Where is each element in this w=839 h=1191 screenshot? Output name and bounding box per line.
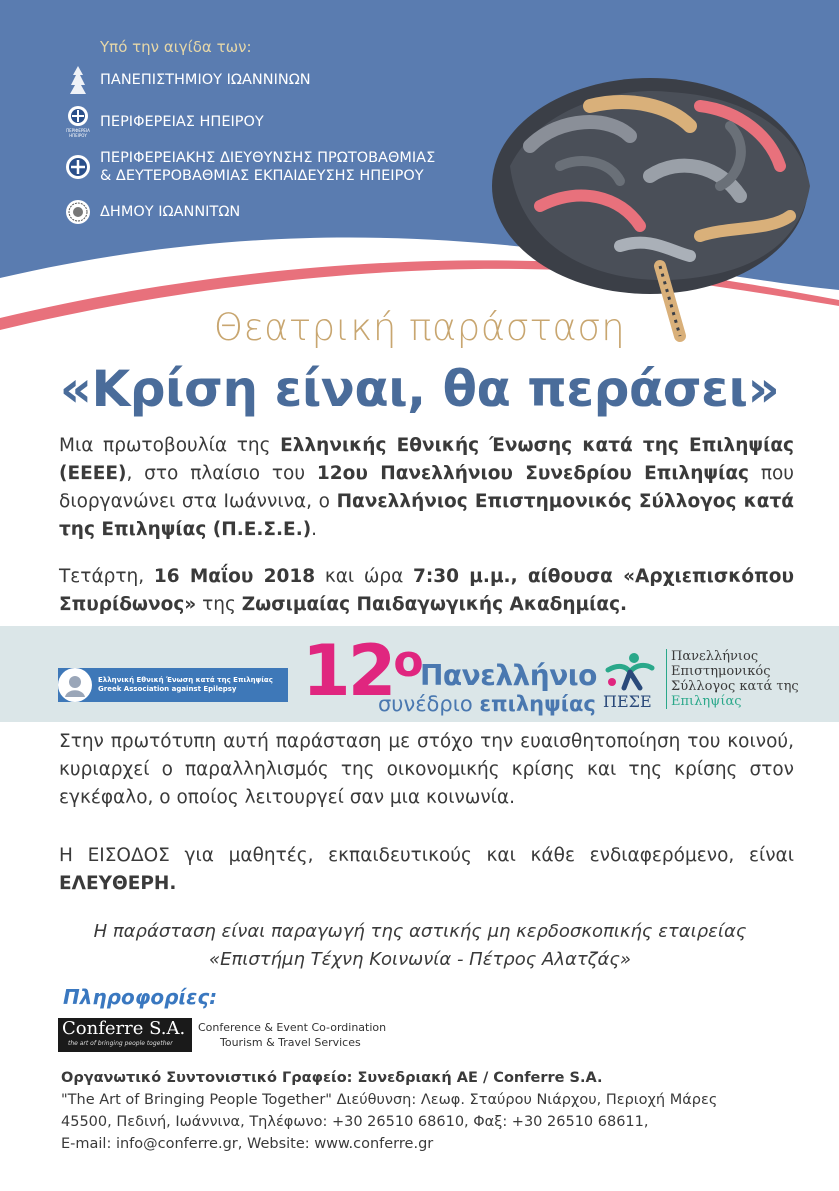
aegis-item-label: ΠΕΡΙΦΕΡΕΙΑΚΗΣ ΔΙΕΥΘΥΝΣΗΣ ΠΡΩΤΟΒΑΘΜΙΑΣ [100, 150, 436, 166]
aegis-item-education [64, 149, 484, 185]
congress-number: $12^o$ [302, 630, 421, 712]
entry-paragraph: Η ΕΙΣΟΔΟΣ για μαθητές, εκπαιδευτικούς και κάθε ενδιαφερόμενο, είναι ΕΛΕΥΘΕΡΗ. [59, 845, 794, 894]
municipality-seal-icon [64, 197, 92, 227]
eeee-logo [58, 668, 288, 702]
event-datetime: Τετάρτη, 16 Μαΐου 2018 και ώρα 7:30 μ.μ., αίθουσα «Αρχιεπισκόπου Σπυρίδωνος» της Ζωσιμαίας Παιδαγωγικής Ακαδημίας. [59, 566, 794, 615]
pese-abbreviation: ΠΕΣΕ [603, 692, 652, 711]
event-title: «Κρίση είναι, θα περάσει» [59, 360, 780, 418]
organizer-heading: Οργανωτικό Συντονιστικό Γραφείο: Συνεδριακή ΑΕ / Conferre S.A. [61, 1070, 603, 1086]
aegis-item-text [100, 149, 435, 185]
university-logo-icon [64, 65, 92, 95]
intro-paragraph: Μια πρωτοβουλία της Ελληνικής Εθνικής Ένωσης κατά της Επιληψίας (ΕΕΕΕ), στο πλαίσιο του 12ου Πανελλήνιου Συνεδρίου Επιληψίας που διοργανώνει στα Ιωάννινα, ο Πανελλήνιος Επιστημονικός Σύλλογος κατά της Επιληψίας (Π.Ε.Σ.Ε.). [59, 435, 795, 540]
profile-face-icon [58, 668, 92, 702]
eeee-name-en: Greek Association against Epilepsy [98, 685, 237, 693]
contact-footer [61, 1067, 801, 1155]
production-note: Η παράσταση είναι παραγωγή της αστικής μη κερδοσκοπικής εταιρείας «Επιστήμη Τέχνη Κοινωνία - Πέτρος Αλατζάς» [93, 921, 747, 970]
description-paragraph: Στην πρωτότυπη αυτή παράσταση με στόχο την ευαισθητοποίηση του κοινού, κυριαρχεί ο παραλληλισμός της οικονομικής κρίσης και της κρίσης στον εγκέφαλο, ο οποίος λειτουργεί σαν μια κοινωνία. [59, 731, 794, 808]
aegis-item-region [64, 107, 484, 137]
region-emblem-icon [64, 107, 92, 137]
conferre-services: Conference & Event Co-ordination Tourism & Travel Services [198, 1021, 387, 1049]
aegis-item-label: ΔΗΜΟΥ ΙΩΑΝΝΙΤΩΝ [100, 204, 241, 220]
address-line: 45500, Πεδινή, Ιωάννινα, Τηλέφωνο: +30 26510 68610, Φαξ: +30 26510 68611, [61, 1114, 649, 1130]
aegis-item-label: ΠΕΡΙΦΕΡΕΙΑΣ ΗΠΕΙΡΟΥ [100, 114, 264, 130]
greek-emblem-icon [64, 152, 92, 182]
aegis-section [64, 38, 484, 239]
aegis-item-university [64, 65, 484, 95]
address-line: "The Art of Bringing People Together" Διεύθυνση: Λεωφ. Σταύρου Νιάρχου, Περιοχή Μάρες [61, 1092, 718, 1108]
aegis-item-label: & ΔΕΥΤΕΡΟΒΑΘΜΙΑΣ ΕΚΠΑΙΔΕΥΣΗΣ ΗΠΕΙΡΟΥ [100, 168, 424, 184]
eeee-name: Ελληνική Εθνική Ένωση κατά της Επιληψίας [98, 676, 273, 684]
aegis-item-municipality [64, 197, 484, 227]
svg-text:ΠΕΡΙΦΕΡΕΙΑ: ΠΕΡΙΦΕΡΕΙΑ [66, 128, 90, 133]
aegis-item-label: ΠΑΝΕΠΙΣΤΗΜΙΟΥ ΙΩΑΝΝΙΝΩΝ [100, 72, 311, 88]
congress-subtitle: συνέδριο επιληψίας [378, 692, 596, 716]
svg-text:ΗΠΕΙΡΟΥ: ΗΠΕΙΡΟΥ [69, 133, 87, 138]
info-heading: Πληροφορίες: [63, 985, 218, 1009]
pese-full-name: Πανελλήνιος Επιστημονικός Σύλλογος κατά της Επιληψίας [666, 649, 799, 709]
contact-line: E-mail: info@conferre.gr, Website: www.conferre.gr [61, 1136, 434, 1152]
event-type-heading: Θεατρική παράσταση [213, 306, 626, 349]
aegis-title: Υπό την αιγίδα των: [100, 38, 252, 56]
conferre-logo: Conferre S.A. the art of bringing people together [58, 1018, 192, 1052]
congress-word: Πανελλήνιο [420, 659, 597, 692]
